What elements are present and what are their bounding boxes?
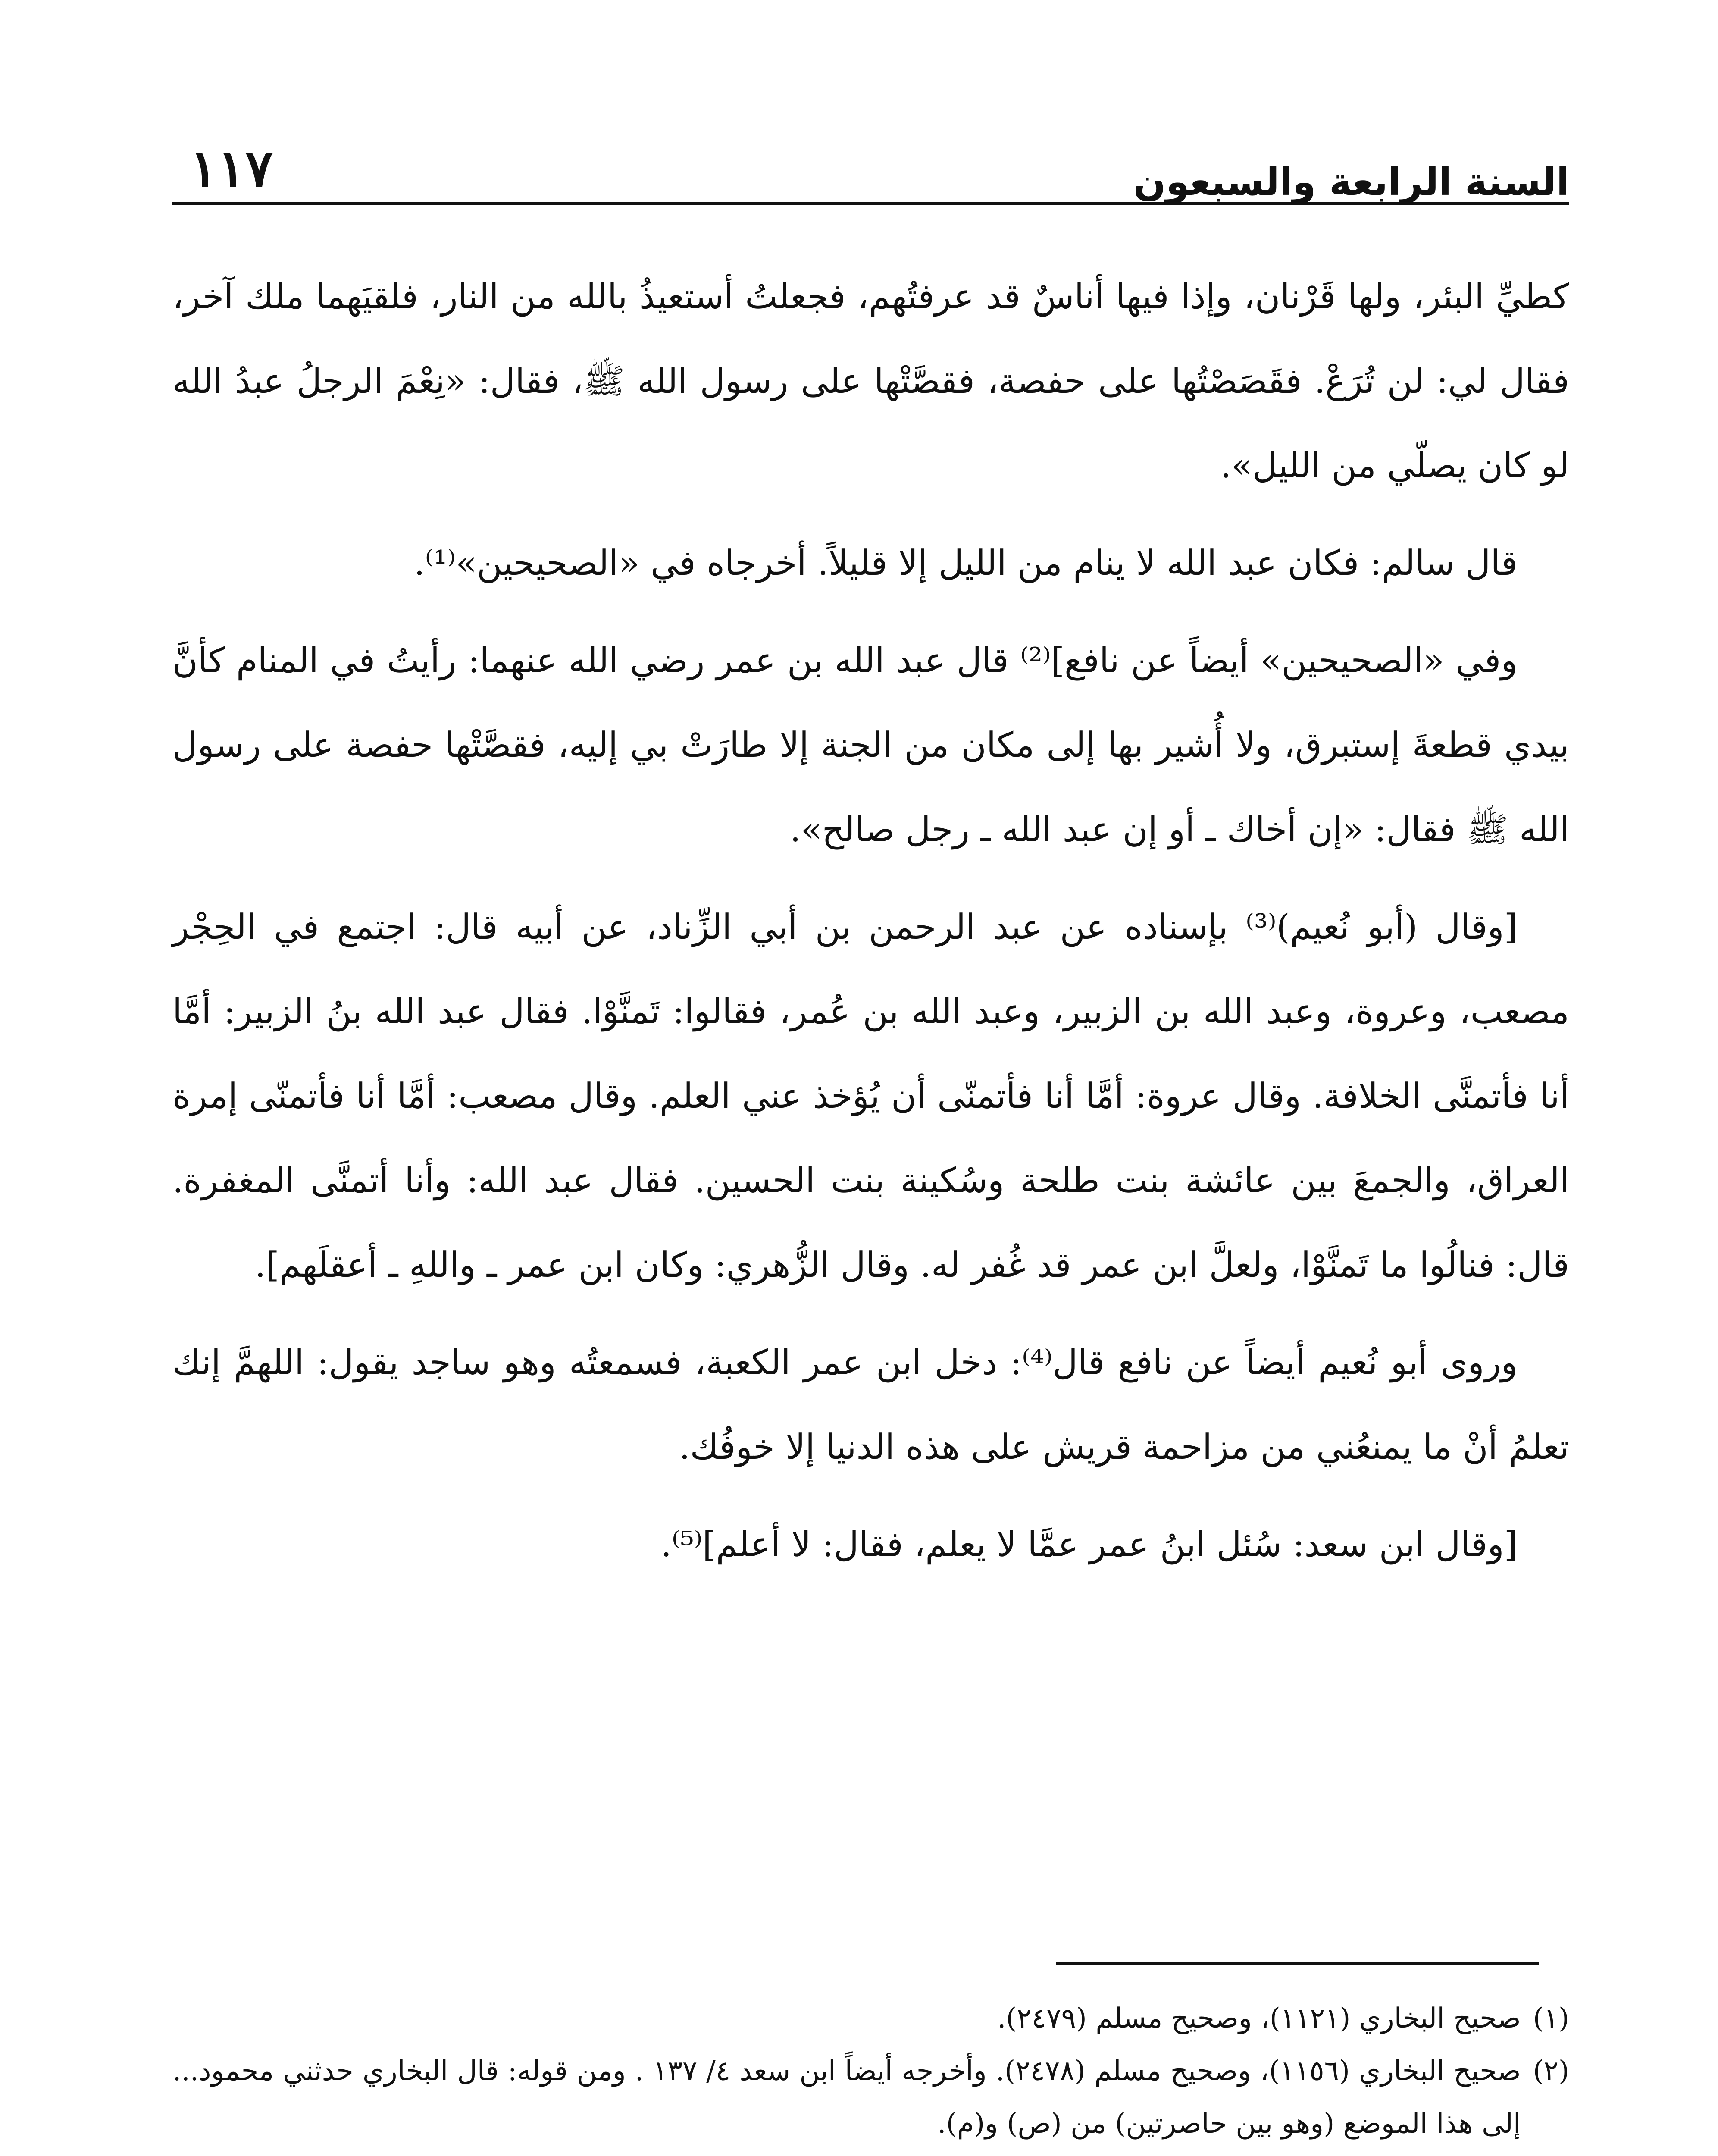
footnote-separator <box>1056 1962 1539 1965</box>
footnote-number: (٢) <box>1533 2055 1569 2087</box>
footnotes <box>172 1992 1569 2156</box>
paragraph: وفي «الصحيحين» أيضاً عن نافع]⁽²⁾ قال عبد الله بن عمر رضي الله عنهما: رأيتُ في المنام كأنَّ بيدي قطعةَ إستبرق، ولا أُشير بها إلى مكان من الجنة إلا طارَتْ بي إليه، فقصَّتْها حفصة على رسول الله ﷺ فقال: «إن أخاك ـ أو إن عبد الله ـ رجل صالح». <box>172 640 1569 849</box>
footnote <box>172 1992 1569 2045</box>
footnote-text: صحيح البخاري (١١٥٦)، وصحيح مسلم (٢٤٧٨). وأخرجه أيضاً ابن سعد ٤/ ١٣٧ . ومن قوله: قال البخاري حدثني محمود... إلى هذا الموضع (وهو بين حاصرتين) من (ص) و(م). <box>172 2055 1521 2140</box>
paragraph: [وقال ابن سعد: سُئل ابنُ عمر عمَّا لا يعلم، فقال: لا أعلم]⁽⁵⁾. <box>660 1524 1518 1564</box>
paragraph: قال سالم: فكان عبد الله لا ينام من الليل إلا قليلاً. أخرجاه في «الصحيحين»⁽¹⁾. <box>414 543 1518 583</box>
page-header <box>172 129 1569 203</box>
page-number: ١١٧ <box>190 138 273 199</box>
main-text <box>172 254 1569 1587</box>
footnote-text <box>172 2150 1521 2156</box>
footnote-number: (١) <box>1533 2002 1569 2034</box>
running-title: السنة الرابعة والسبعون <box>1133 160 1569 204</box>
paragraph: وروى أبو نُعيم أيضاً عن نافع قال⁽⁴⁾: دخل ابن عمر الكعبة، فسمعتُه وهو ساجد يقول: اللهمَّ إنك تعلمُ أنْ ما يمنعُني من مزاحمة قريش على هذه الدنيا إلا خوفُك. <box>172 1342 1569 1467</box>
footnote-text: صحيح البخاري (١١٢١)، وصحيح مسلم (٢٤٧٩). <box>997 2002 1521 2034</box>
footnote <box>172 2045 1569 2150</box>
paragraph: [وقال (أبو نُعيم)⁽³⁾ بإسناده عن عبد الرحمن بن أبي الزِّناد، عن أبيه قال: اجتمع في الحِجْر مصعب، وعروة، وعبد الله بن الزبير، وعبد الله بن عُمر، فقالوا: تَمنَّوْا. فقال عبد الله بنُ الزبير: أمَّا أنا فأتمنَّى الخلافة. وقال عروة: أمَّا أنا فأتمنّى أن يُؤخذ عني العلم. وقال مصعب: أمَّا أنا فأتمنّى إمرة العراق، والجمعَ بين عائشة بنت طلحة وسُكينة بنت الحسين. فقال عبد الله: وأنا أتمنَّى المغفرة. قال: فنالُوا ما تَمنَّوْا، ولعلَّ ابن عمر قد غُفر له. وقال الزُّهري: وكان ابن عمر ـ واللهِ ـ أعقلَهم]. <box>172 907 1569 1285</box>
paragraph: كطيِّ البئر، ولها قَرْنان، وإذا فيها أناسٌ قد عرفتُهم، فجعلتُ أستعيذُ بالله من النار، فلقيَهما ملك آخر، فقال لي: لن تُرَعْ. فقَصَصْتُها على حفصة، فقصَّتْها على رسول الله ﷺ، فقال: «نِعْمَ الرجلُ عبدُ الله لو كان يصلّي من الليل». <box>172 276 1569 486</box>
header-rule <box>172 202 1569 205</box>
footnote <box>172 2150 1569 2156</box>
footnote-number <box>1533 2150 1569 2156</box>
